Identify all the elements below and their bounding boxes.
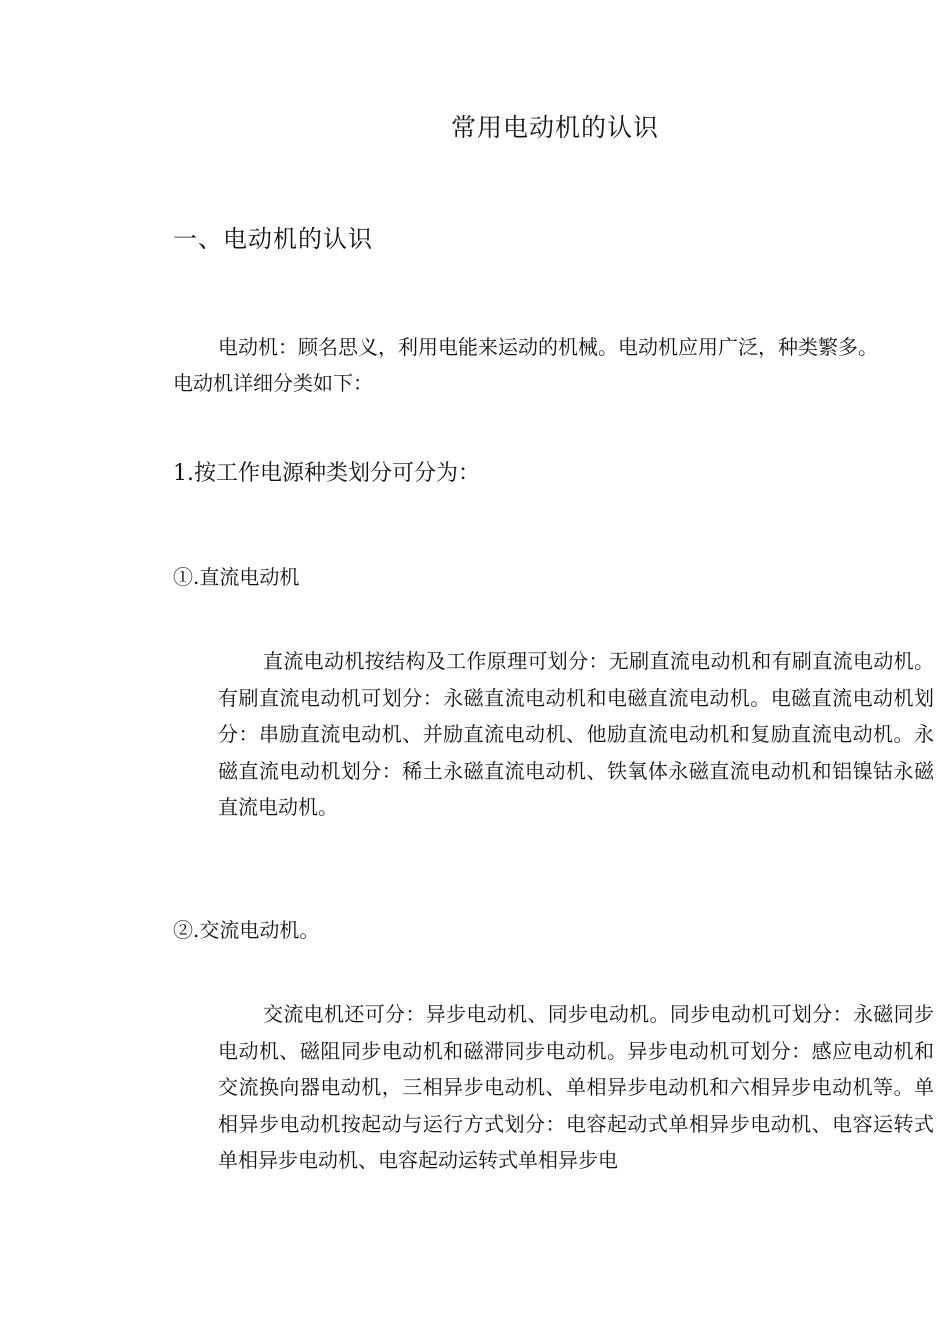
intro-paragraph xyxy=(173,329,950,401)
item-2-paragraph: 交流电机还可分：异步电动机、同步电动机。同步电动机可划分：永磁同步电动机、磁阻同步电动机和磁滞同步电动机。异步电动机可划分：感应电动机和交流换向器电动机，三相异步电动机、单相异步电动机和六相异步电动机等。单相异步电动机按起动与运行方式划分：电容起动式单相异步电动机、电容运转式单相异步电动机、电容起动运转式单相异步电 xyxy=(218,1002,934,1172)
item-1-label: ①.直流电动机 xyxy=(173,565,300,589)
section-heading: 一、电动机的认识 xyxy=(173,225,373,253)
item-2-label: ②.交流电动机。 xyxy=(173,918,320,942)
item-1-paragraph: 直流电动机按结构及工作原理可划分：无刷直流电动机和有刷直流电动机。有刷直流电动机可划分：永磁直流电动机和电磁直流电动机。电磁直流电动机划分：串励直流电动机、并励直流电动机、他励直流电动机和复励直流电动机。永磁直流电动机划分：稀土永磁直流电动机、铁氧体永磁直流电动机和铝镍钴永磁直流电动机。 xyxy=(218,649,934,819)
intro-line-2: 电动机详细分类如下： xyxy=(173,371,373,395)
document-title: 常用电动机的认识 xyxy=(450,113,659,142)
intro-line-1: 电动机：顾名思义，利用电能来运动的机械。电动机应用广泛，种类繁多。 xyxy=(218,335,878,359)
subsection-heading: 1.按工作电源种类划分可分为： xyxy=(173,461,480,486)
